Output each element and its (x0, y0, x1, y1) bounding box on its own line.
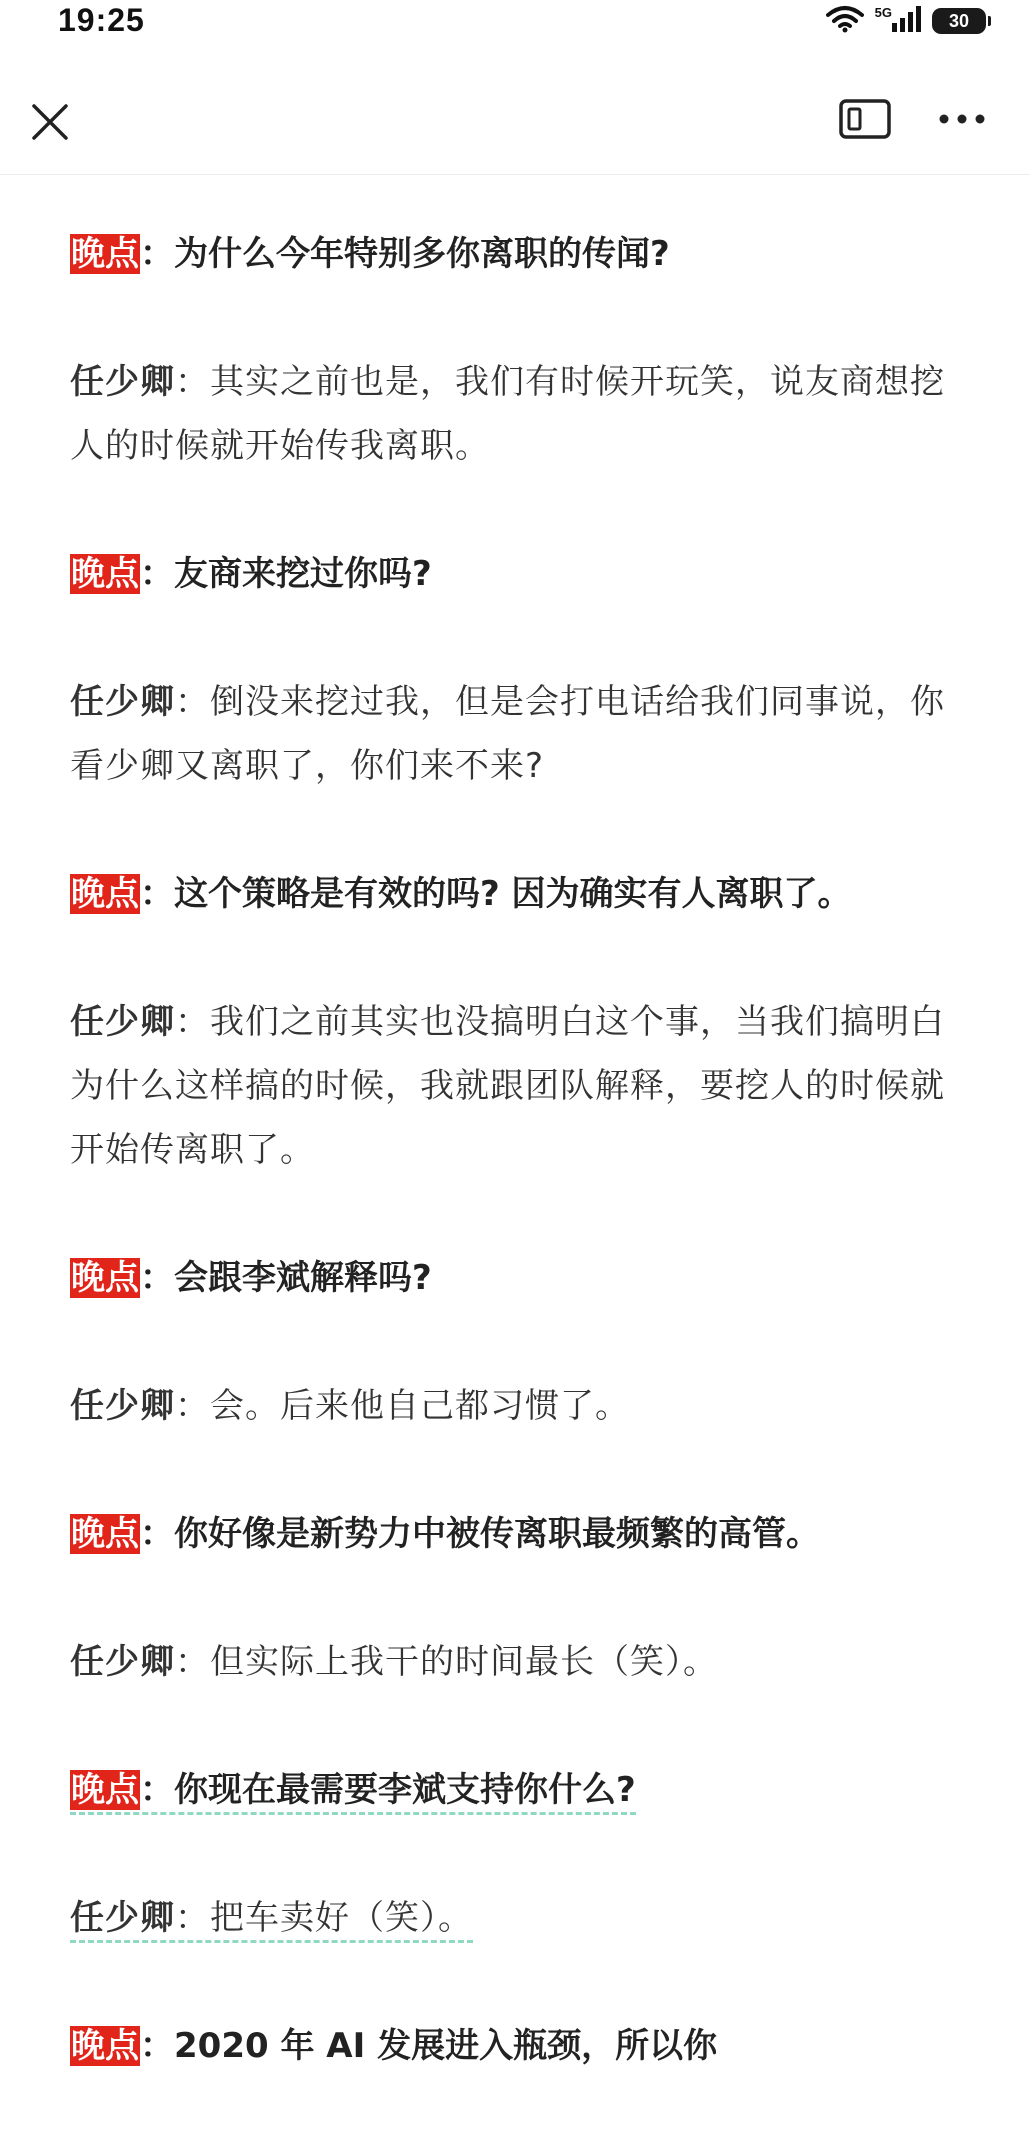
question-text: 友商来挖过你吗? (174, 554, 432, 594)
signal-icon (890, 5, 922, 37)
question-paragraph: 晚点：为什么今年特别多你离职的传闻? (71, 234, 670, 274)
interviewer-tag: 晚点 (71, 874, 139, 914)
battery-icon (932, 8, 986, 34)
answer-text: 我们之前其实也没搞明白这个事，当我们搞明白为什么这样搞的时候，我就跟团队解释，要挖人的时候就开始传离职了。 (70, 1002, 945, 1170)
answer-text: 倒没来挖过我，但是会打电话给我们同事说，你看少卿又离职了，你们来不来? (70, 682, 945, 786)
nav-bar (0, 72, 1030, 175)
answer-paragraph: 任少卿：我们之前其实也没搞明白这个事，当我们搞明白为什么这样搞的时候，我就跟团队解释，要挖人的时候就开始传离职了。 (70, 1002, 945, 1170)
network-type-label: 5G (874, 4, 892, 20)
answer-paragraph: 任少卿：其实之前也是，我们有时候开玩笑，说友商想挖人的时候就开始传我离职。 (70, 362, 945, 466)
speaker-name: 任少卿 (70, 682, 175, 722)
floating-window-icon (838, 127, 892, 146)
answer-paragraph: 任少卿：会。后来他自己都习惯了。 (70, 1386, 630, 1426)
answer-paragraph (70, 1886, 970, 1950)
speaker-name: 任少卿 (70, 362, 175, 402)
interviewer-tag: 晚点 (71, 1258, 139, 1298)
status-time: 19:25 (58, 2, 145, 38)
answer-text: 会。后来他自己都习惯了。 (210, 1386, 630, 1426)
status-bar (0, 0, 1030, 44)
highlighted-question-link[interactable]: 晚点：你现在最需要李斌支持你什么? (70, 1770, 636, 1815)
close-icon (26, 131, 74, 150)
speaker-name: 任少卿 (70, 1642, 175, 1682)
close-button[interactable] (26, 98, 74, 146)
answer-paragraph: 任少卿：但实际上我干的时间最长（笑）。 (70, 1642, 718, 1682)
speaker-name: 任少卿 (70, 1898, 175, 1938)
question-text: 你好像是新势力中被传离职最频繁的高管。 (174, 1514, 820, 1554)
status-icons (825, 4, 986, 38)
question-paragraph: 晚点：这个策略是有效的吗? 因为确实有人离职了。 (71, 874, 852, 914)
interviewer-tag: 晚点 (71, 2026, 139, 2066)
article-body (70, 222, 970, 2142)
floating-window-button[interactable] (838, 96, 892, 142)
more-button[interactable] (932, 96, 992, 142)
more-icon (932, 127, 992, 146)
question-text: 为什么今年特别多你离职的传闻? (174, 234, 670, 274)
answer-text: 把车卖好（笑）。 (210, 1898, 473, 1938)
question-text: 会跟李斌解释吗? (174, 1258, 432, 1298)
speaker-name: 任少卿 (70, 1002, 175, 1042)
question-paragraph: 晚点：你好像是新势力中被传离职最频繁的高管。 (71, 1514, 820, 1554)
question-paragraph (70, 1758, 970, 1822)
interviewer-tag: 晚点 (71, 234, 139, 274)
question-paragraph-truncated: 晚点：2020 年 AI 发展进入瓶颈，所以你 (71, 2026, 718, 2066)
question-paragraph: 晚点：会跟李斌解释吗? (71, 1258, 432, 1298)
answer-text: 其实之前也是，我们有时候开玩笑，说友商想挖人的时候就开始传我离职。 (70, 362, 945, 466)
wifi-icon (825, 5, 865, 37)
question-text: 这个策略是有效的吗? 因为确实有人离职了。 (174, 874, 852, 914)
highlighted-answer-link[interactable]: 任少卿：把车卖好（笑）。 (70, 1898, 473, 1943)
battery-level: 30 (948, 10, 970, 31)
answer-paragraph: 任少卿：倒没来挖过我，但是会打电话给我们同事说，你看少卿又离职了，你们来不来? (70, 682, 945, 786)
interviewer-tag: 晚点 (71, 1514, 139, 1554)
interviewer-tag: 晚点 (71, 1770, 139, 1810)
answer-text: 但实际上我干的时间最长（笑）。 (210, 1642, 718, 1682)
question-text: 你现在最需要李斌支持你什么? (174, 1770, 636, 1810)
interviewer-tag: 晚点 (71, 554, 139, 594)
speaker-name: 任少卿 (70, 1386, 175, 1426)
question-paragraph: 晚点：友商来挖过你吗? (71, 554, 432, 594)
question-text: 2020 年 AI 发展进入瓶颈，所以你 (174, 2026, 718, 2066)
